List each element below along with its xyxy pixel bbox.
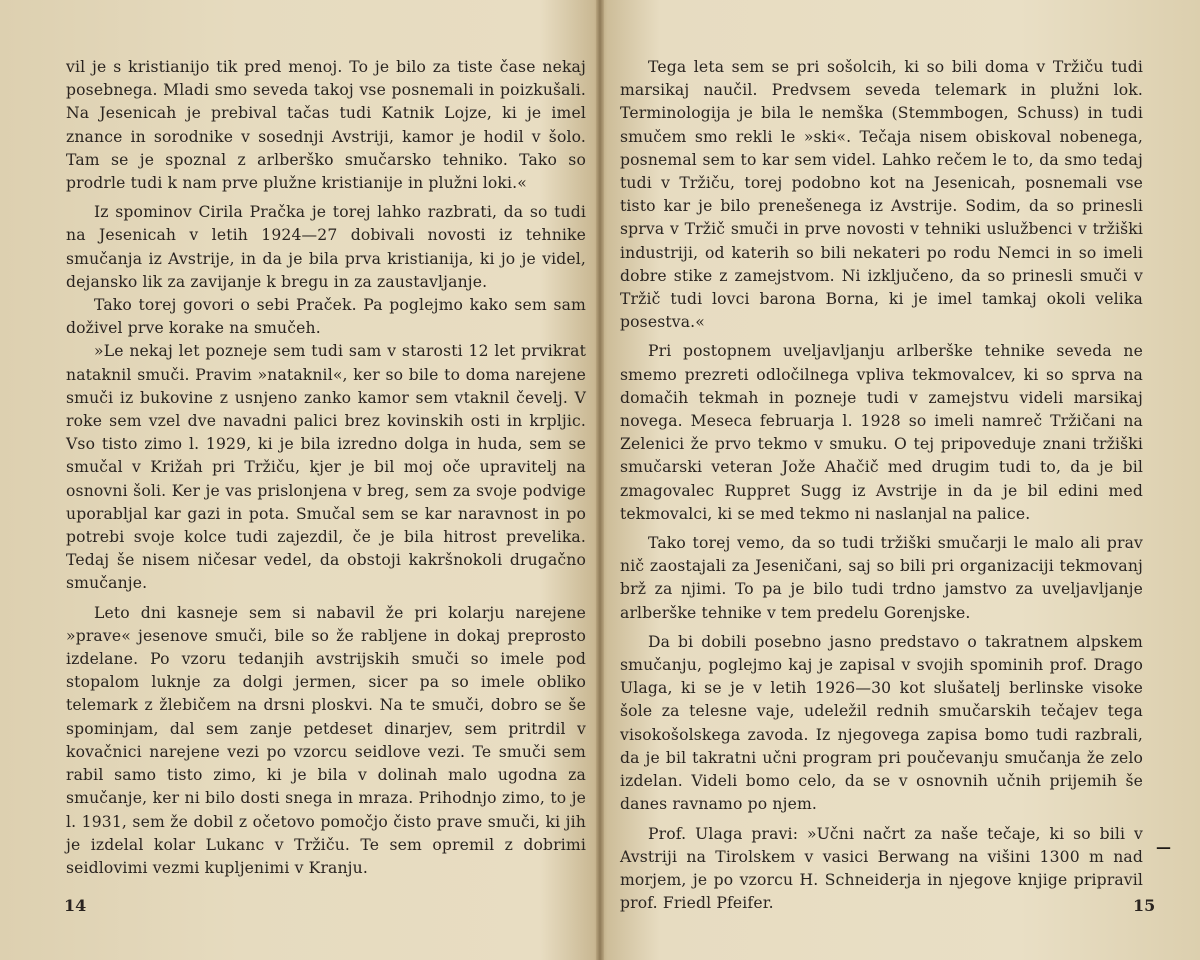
right-paragraph-1: Tega leta sem se pri sošolcih, ki so bili doma v Tržiču tudi marsikaj naučil. Predvsem seveda telemark in plužni lok. Terminologija je bila le nemška (Stemmbogen, Schuss) in tudi smučem smo rekli le »ski«. Tečaja nisem obiskoval nobenega, posnemal sem to kar sem videl. Lahko rečem le to, da smo tedaj tudi v Tržiču, torej podobno kot na Jesenicah, posnemali vse tisto kar je bilo prenešenega iz Avstrije. Sodim, da so prinesli sprva v Tržič smuči in prve novosti v tehniki uslužbenci v tržiški industriji, od katerih so bili nekateri po rodu Nemci in so imeli dobre stike z zamejstvom. Ni izključeno, da so prinesli smuči v Tržič tudi lovci barona Borna, ki je imel tamkaj okoli velika posestva.« [620, 58, 1143, 332]
right-page-text [620, 56, 1143, 915]
left-page-number: 14 [64, 896, 87, 915]
book-gutter [596, 0, 604, 960]
right-paragraph-3: Tako torej vemo, da so tudi tržiški smučarji le malo ali prav nič zaostajali za Jeseničani, saj so bili pri organizaciji tekmovanj brž za njimi. To pa je bilo tudi trdno jamstvo za uveljavljanje arlberške tehnike v tem predelu Gorenjske. [620, 534, 1143, 622]
right-paragraph-4: Da bi dobili posebno jasno predstavo o takratnem alpskem smučanju, poglejmo kaj je zapisal v svojih spominih prof. Drago Ulaga, ki se je v letih 1926—30 kot slušatelj berlinske visoke šole za telesne vaje, udeležil rednih smučarskih tečajev tega visokošolskega zavoda. Iz njegovega zapisa bomo tudi razbrali, da je bil takratni učni program pri poučevanju smučanja že zelo izdelan. Videli bomo celo, da se v osnovnih učnih prijemih še danes ravnamo po njem. [620, 632, 1143, 814]
left-paragraph-5: Leto dni kasneje sem si nabavil že pri kolarju narejene »prave« jesenove smuči, bile so že rabljene in dokaj preprosto izdelane. Po vzoru tedanjih avstrijskih smuči so imele pod stopalom luknje za dolgi jermen, sicer pa so imele obliko telemark z žlebičem na drsni ploskvi. Na te smuči, dobro se še spominjam, dal sem zanje petdeset dinarjev, sem pritrdil v kovačnici narejene vezi po vzorcu seidlove vezi. Te smuči sem rabil samo tisto zimo, ki je bila v dolinah malo ugodna za smučanje, ker ni bilo dosti snega in mraza. Prihodnjo zimo, to je l. 1931, sem že dobil z očetovo pomočjo čisto prave smuči, ki jih je izdelal kolar Lukanc v Tržiču. Te sem opremil z dobrimi seidlovimi vezmi kupljenimi v Kranju. [66, 603, 586, 877]
right-paragraph-2: Pri postopnem uveljavljanju arlberške tehnike seveda ne smemo prezreti odločilnega vpliva tekmovalcev, ki so sprva na domačih tekmah in pozneje tudi v zamejstvu videli marsikaj novega. Meseca februarja l. 1928 so imeli namreč Tržičani na Zelenici že prvo tekmo v smuku. O tej pripoveduje znani tržiški smučarski veteran Jože Ahačič med drugim tudi to, da je bil zmagovalec Ruppret Sugg iz Avstrije in da je bil edini med tekmovalci, ki se med tekmo ni naslanjal na palice. [620, 342, 1143, 523]
left-page-text [66, 56, 586, 880]
left-paragraph-4: »Le nekaj let pozneje sem tudi sam v starosti 12 let prvikrat nataknil smuči. Pravim »nataknil«, ker so bile to doma narejene smuči iz bukovine z usnjeno zanko kamor sem vtaknil čevelj. V roke sem vzel dve navadni palici brez kovinskih osti in krpljic. Vso tisto zimo l. 1929, ki je bila izredno dolga in huda, sem se smučal v Križah pri Tržiču, kjer je bil moj oče upravitelj na osnovni šoli. Ker je vas prislonjena v breg, sem za svoje podvige uporabljal kar gazi in pota. Smučal sem se kar naravnost in po potrebi svoje kolce tudi zajezdil, če je bila hitrost prevelika. Tedaj še nisem ničesar vedel, da obstoji kakršnokoli drugačno smučanje. [66, 342, 586, 593]
left-paragraph-3: Tako torej govori o sebi Praček. Pa poglejmo kako sem sam doživel prve korake na smučeh. [66, 296, 586, 338]
left-paragraph-1: vil je s kristianijo tik pred menoj. To je bilo za tiste čase nekaj posebnega. Mladi smo seveda takoj vse posnemali in poizkušali. Na Jesenicah je prebival tačas tudi Katnik Lojze, ki je imel znance in sorodnike v sosednji Avstriji, kamor je hodil v šolo. Tam se je spoznal z arlberško smučarsko tehniko. Tako so prodrle tudi k nam prve plužne kristianije in plužni loki.« [66, 58, 586, 193]
right-page-number: 15 [1133, 896, 1156, 915]
right-paragraph-5: Prof. Ulaga pravi: »Učni načrt za naše tečaje, ki so bili v Avstriji na Tirolskem v vasici Berwang na višini 1300 m nad morjem, je po vzorcu H. Schneiderja in njegove knjige pripravil prof. Friedl Pfeifer. [620, 824, 1143, 913]
margin-mark: — [1156, 838, 1171, 856]
left-paragraph-2: Iz spominov Cirila Pračka je torej lahko razbrati, da so tudi na Jesenicah v letih 1924—27 dobivali novosti iz tehnike smučanja iz Avstrije, in da je bila prva kristianija, ki jo je videl, dejansko lik za zavijanje k bregu in za zaustavljanje. [66, 203, 586, 291]
